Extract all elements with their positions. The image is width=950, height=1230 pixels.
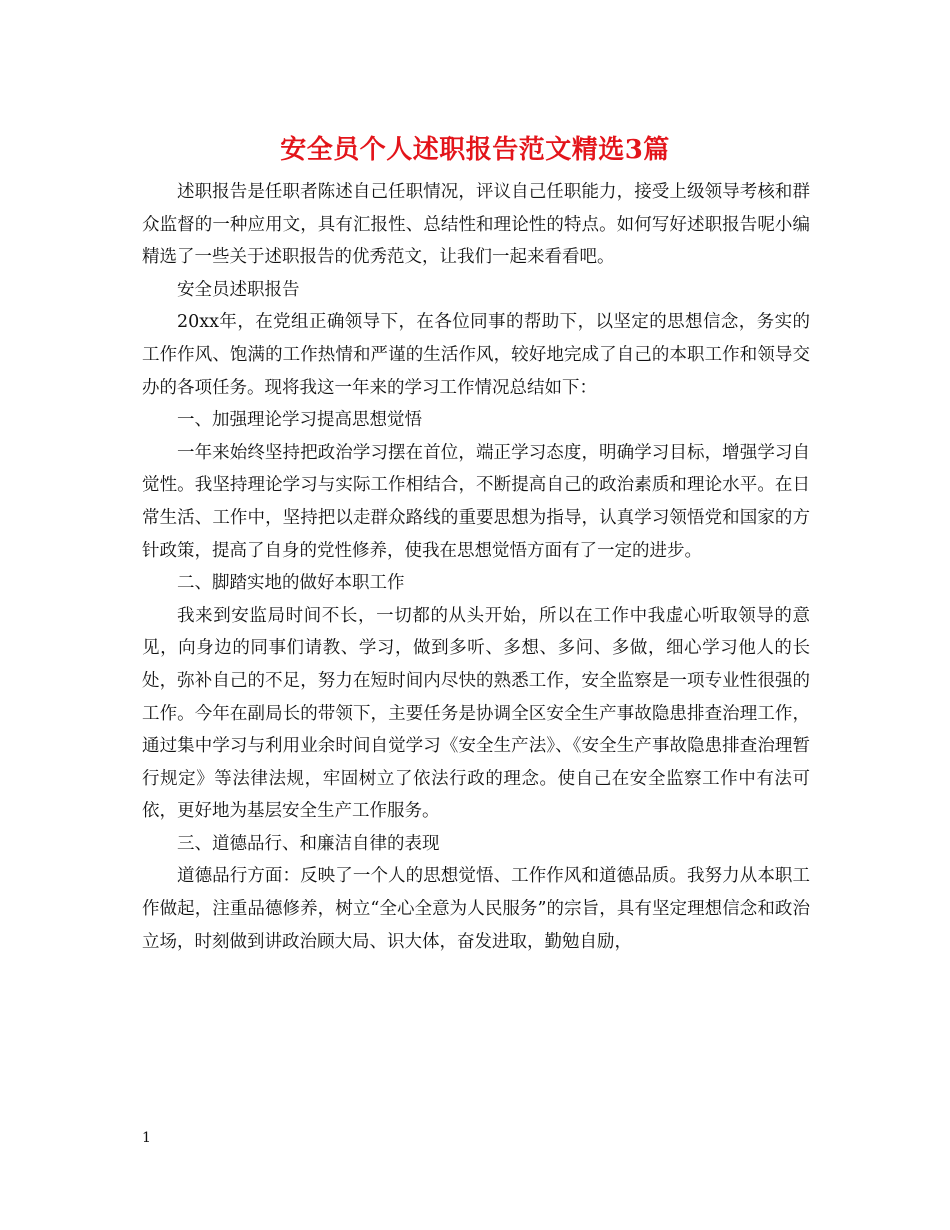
section-paragraph-1: 一年来始终坚持把政治学习摆在首位，端正学习态度，明确学习目标，增强学习自觉性。我坚持理论学习与实际工作相结合，不断提高自己的政治素质和理论水平。在日常生活、工作中，坚持把以走群众路线的重要思想为指导，认真学习领悟党和国家的方针政策，提高了自身的党性修养，使我在思想觉悟方面有了一定的进步。 bbox=[142, 442, 810, 561]
section-paragraph-2: 我来到安监局时间不长，一切都的从头开始，所以在工作中我虚心听取领导的意见，向身边的同事们请教、学习，做到多听、多想、多问、多做，细心学习他人的长处，弥补自己的不足，努力在短时间内尽快的熟悉工作，安全监察是一项专业性很强的工作。今年在副局长的带领下，主要任务是协调全区安全生产事故隐患排查治理工作，通过集中学习与利用业余时间自觉学习《安全生产法》、《安全生产事故隐患排查治理暂行规定》等法律法规，牢固树立了依法行政的理念。使自己在安全监察工作中有法可依，更好地为基层安全生产工作服务。 bbox=[142, 605, 810, 822]
report-heading: 安全员述职报告 bbox=[177, 279, 300, 300]
section-heading-2: 二、脚踏实地的做好本职工作 bbox=[177, 573, 405, 594]
document-title: 安全员个人述职报告范文精选3篇 bbox=[280, 135, 670, 165]
intro-paragraph: 述职报告是任职者陈述自己任职情况，评议自己任职能力，接受上级领导考核和群众监督的一种应用文，具有汇报性、总结性和理论性的特点。如何写好述职报告呢小编精选了一些关于述职报告的优秀范文，让我们一起来看看吧。 bbox=[142, 182, 810, 268]
section-heading-3: 三、道德品行、和廉洁自律的表现 bbox=[177, 833, 440, 854]
section-paragraph-3: 道德品行方面：反映了一个人的思想觉悟、工作作风和道德品质。我努力从本职工作做起，注重品德修养，树立“全心全意为人民服务”的宗旨，具有坚定理想信念和政治立场，时刻做到讲政治顾大局、识大体，奋发进取，勤勉自励， bbox=[142, 866, 810, 952]
page-number: 1 bbox=[142, 1130, 151, 1146]
summary-paragraph: 20xx年，在党组正确领导下，在各位同事的帮助下，以坚定的思想信念，务实的工作作风、饱满的工作热情和严谨的生活作风，较好地完成了自己的本职工作和领导交办的各项任务。现将我这一年来的学习工作情况总结如下： bbox=[142, 312, 810, 398]
section-heading-1: 一、加强理论学习提高思想觉悟 bbox=[177, 410, 422, 431]
document-body bbox=[142, 176, 810, 958]
